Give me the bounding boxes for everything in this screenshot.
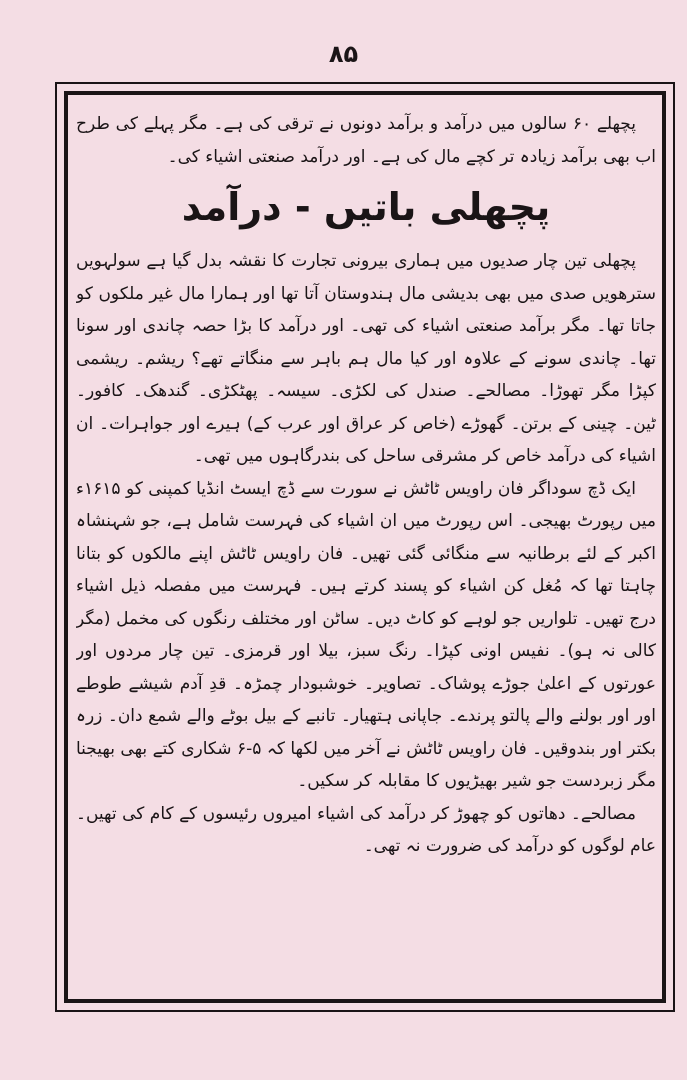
body-paragraph-3: مصالحے۔ دھاتوں کو چھوڑ کر درآمد کی اشیاء امیروں رئیسوں کے کام کی تھیں۔ عام لوگوں کو درآمد کی ضرورت نہ تھی۔: [76, 803, 656, 856]
page-number: ۸۵: [328, 40, 359, 68]
body-paragraph-2: ایک ڈچ سوداگر فان راویس ٹاٹش نے سورت سے ڈچ ایسٹ انڈیا کمپنی کو ۱۶۱۵ء میں رپورٹ بھیجی۔ اس رپورٹ میں ان اشیاء کی فہرست شامل ہے، جو شہنشاہ اکبر کے لئے برطانیہ سے منگائی گئی تھیں۔ فان راویس ٹاٹش اپنے مالکوں کو بتانا چاہتا تھا کہ مُغل کن اشیاء کو پسند کرتے ہیں۔ فہرست میں مفصلہ ذیل اشیاء درج تھیں۔ تلواریں جو لوہے کو کاٹ دیں۔ ساٹن اور مختلف رنگوں کی مخمل (مگر کالی نہ ہو)۔ نفیس اونی کپڑا۔ رنگ سبز، بیلا اور قرمزی۔ تین چار مردوں اور عورتوں کے اعلیٰ جوڑے پوشاک۔ تصاویر۔ خوشبودار چمڑہ۔ قدِ آدم شیشے طوطے اور اور بولنے والے پالتو پرندے۔ جاپانی ہتھیار۔ تانبے کے بیل بوٹے والے شمع دان۔ زرہ بکتر اور بندوقیں۔ فان راویس ٹاٹش نے آخر میں لکھا کہ ۵-۶ شکاری کتے بھی بھیجنا مگر زبردست جو شیر بھیڑیوں کا مقابلہ کر سکیں۔: [76, 478, 656, 791]
section-heading: پچھلی باتیں - درآمد: [181, 185, 551, 229]
body-paragraph-1: پچھلی تین چار صدیوں میں ہماری بیرونی تجارت کا نقشہ بدل گیا ہے سولہویں سترھویں صدی میں بھی بدیشی مال ہندوستان آتا تھا اور ہمارا مال غیر ملکوں کو جاتا تھا۔ مگر برآمد صنعتی اشیاء کی تھی۔ اور درآمد کا بڑا حصہ چاندی اور سونا تھا۔ چاندی سونے کے علاوہ اور کیا مال ہم باہر سے منگاتے تھے؟ ریشم۔ ریشمی کپڑا مگر تھوڑا۔ مصالحے۔ صندل کی لکڑی۔ سیسہ۔ پھٹکڑی۔ گندھک۔ کافور۔ ٹین۔ چینی کے برتن۔ گھوڑے (خاص کر عراق اور عرب کے) ہیرے اور جواہرات۔ ان اشیاء کی درآمد خاص کر مشرقی ساحل کی بندرگاہوں میں تھی۔: [76, 251, 656, 466]
intro-paragraph: پچھلے ۶۰ سالوں میں درآمد و برآمد دونوں نے ترقی کی ہے۔ مگر پہلے کی طرح اب بھی برآمد زیادہ تر کچے مال کی ہے۔ اور درآمد صنعتی اشیاء کی۔: [76, 114, 656, 167]
page-content: [76, 108, 656, 993]
